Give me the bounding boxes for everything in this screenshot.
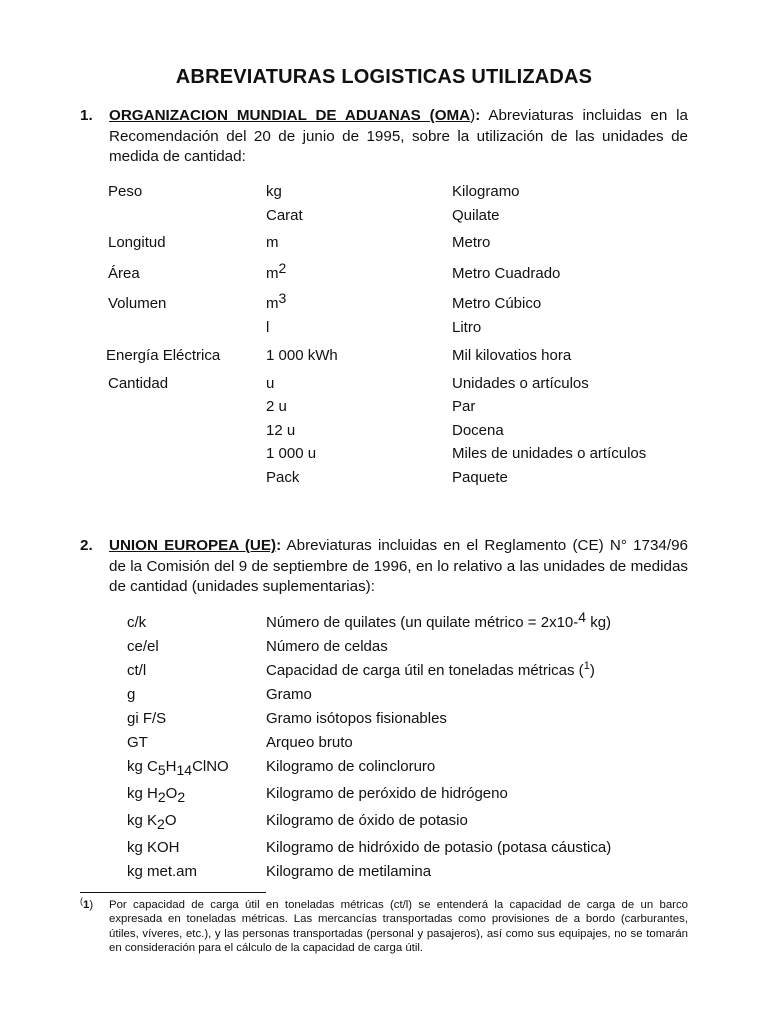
- section-2-number: 2.: [80, 537, 93, 554]
- section-1-number: 1.: [80, 107, 93, 124]
- footnote-divider: [80, 892, 266, 893]
- page-title: ABREVIATURAS LOGISTICAS UTILIZADAS: [175, 66, 593, 88]
- section-1-paragraph: ORGANIZACION MUNDIAL DE ADUANAS (OMA): Abreviaturas incluidas en la Recomendación del 20 de junio de 1995, sobre la utilización de las unidades de medida de cantidad:: [109, 107, 688, 165]
- section-2-heading: UNION EUROPEA (UE): [109, 537, 277, 554]
- section-1-text: Abreviaturas incluidas en la Recomendación del 20 de junio de 1995, sobre la utilización de las unidades de medida de cantidad:: [109, 107, 688, 165]
- section-2-intro: [80, 536, 688, 598]
- footnote-marker: (1): [80, 896, 94, 911]
- section-1-heading: ORGANIZACION MUNDIAL DE ADUANAS (OMA: [109, 107, 471, 124]
- section-2-text: Abreviaturas incluidas en el Reglamento (CE) N° 1734/96 de la Comisión del 9 de septiembre de 1996, en lo relativo a las unidades de medidas de cantidad (unidades suplementarias):: [109, 537, 688, 595]
- footnote-text: Por capacidad de carga útil en toneladas métricas (ct/l) se entenderá la capacidad de carga de un barco expresada en toneladas métricas. Las mercancías transportadas como provisiones de a bordo (carburantes, útiles, víveres, etc.), y las personas transportadas (personal y pasajeros), así como sus equipajes, no se tomarán en consideración para el cálculo de la capacidad de carga útil.: [109, 899, 688, 955]
- section-1-intro: [80, 106, 688, 168]
- section-2-paragraph: UNION EUROPEA (UE): Abreviaturas incluidas en el Reglamento (CE) N° 1734/96 de la Comisión del 9 de septiembre de 1996, en lo relativo a las unidades de medidas de cantidad (unidades suplementarias):: [109, 537, 688, 595]
- footnote: [80, 898, 688, 956]
